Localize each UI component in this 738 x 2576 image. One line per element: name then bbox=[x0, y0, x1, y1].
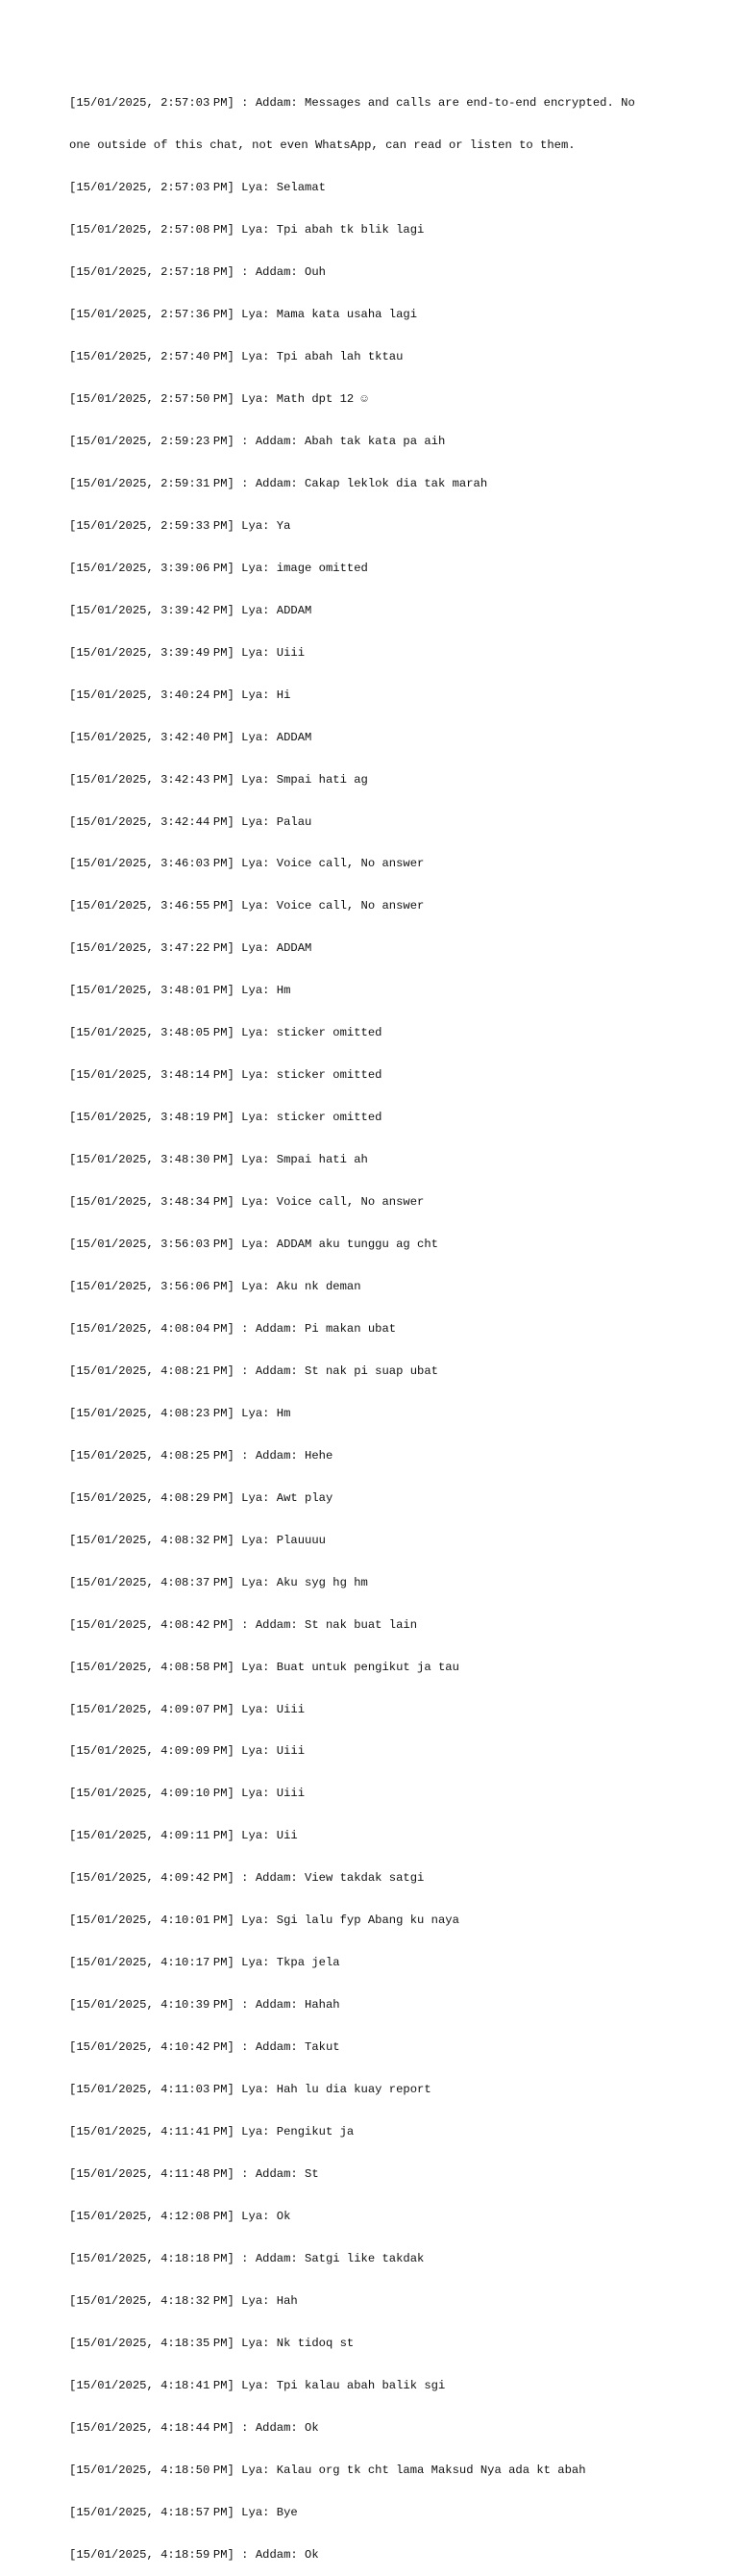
chat-line: [15/01/2025, 2:59:31 PM] : Addam: Cakap leklok dia tak marah bbox=[69, 476, 488, 490]
chat-line: [15/01/2025, 3:42:40 PM] Lya: ADDAM bbox=[69, 730, 312, 744]
chat-line: [15/01/2025, 2:57:50 PM] Lya: Math dpt 12 ☺ bbox=[69, 391, 368, 406]
chat-line: [15/01/2025, 3:39:06 PM] Lya: image omitted bbox=[69, 561, 368, 575]
chat-line: [15/01/2025, 4:18:50 PM] Lya: Kalau org tk cht lama Maksud Nya ada kt abah bbox=[69, 2463, 586, 2477]
chat-line: [15/01/2025, 3:48:01 PM] Lya: Hm bbox=[69, 984, 291, 998]
chat-line: one outside of this chat, not even WhatsApp, can read or listen to them. bbox=[69, 138, 576, 153]
chat-line: [15/01/2025, 4:18:44 PM] : Addam: Ok bbox=[69, 2420, 319, 2435]
chat-line: [15/01/2025, 4:08:21 PM] : Addam: St nak pi suap ubat bbox=[69, 1363, 438, 1378]
chat-line: [15/01/2025, 2:57:36 PM] Lya: Mama kata usaha lagi bbox=[69, 308, 418, 322]
chat-line: [15/01/2025, 4:18:32 PM] Lya: Hah bbox=[69, 2293, 298, 2308]
chat-line: [15/01/2025, 3:47:22 PM] Lya: ADDAM bbox=[69, 941, 312, 956]
chat-line: [15/01/2025, 4:12:08 PM] Lya: Ok bbox=[69, 2209, 291, 2223]
chat-line: [15/01/2025, 4:18:59 PM] : Addam: Ok bbox=[69, 2547, 319, 2562]
chat-line: [15/01/2025, 2:59:33 PM] Lya: Ya bbox=[69, 518, 291, 533]
chat-line: [15/01/2025, 3:48:34 PM] Lya: Voice call, No answer bbox=[69, 1195, 425, 1210]
chat-line: [15/01/2025, 4:10:17 PM] Lya: Tkpa jela bbox=[69, 1956, 340, 1970]
chat-line: [15/01/2025, 4:08:04 PM] : Addam: Pi makan ubat bbox=[69, 1321, 397, 1336]
chat-line: [15/01/2025, 4:09:42 PM] : Addam: View takdak satgi bbox=[69, 1871, 425, 1886]
chat-line: [15/01/2025, 4:09:11 PM] Lya: Uii bbox=[69, 1829, 298, 1843]
chat-line: [15/01/2025, 3:46:55 PM] Lya: Voice call, No answer bbox=[69, 899, 425, 913]
chat-line: [15/01/2025, 3:42:43 PM] Lya: Smpai hati ag bbox=[69, 772, 368, 787]
chat-line: [15/01/2025, 4:08:32 PM] Lya: Plauuuu bbox=[69, 1533, 326, 1547]
chat-line: [15/01/2025, 4:18:57 PM] Lya: Bye bbox=[69, 2505, 298, 2519]
chat-line: [15/01/2025, 2:57:18 PM] : Addam: Ouh bbox=[69, 265, 326, 280]
chat-line: [15/01/2025, 3:48:14 PM] Lya: sticker omitted bbox=[69, 1068, 382, 1083]
chat-line: [15/01/2025, 4:09:10 PM] Lya: Uiii bbox=[69, 1787, 306, 1801]
chat-line: [15/01/2025, 3:39:49 PM] Lya: Uiii bbox=[69, 645, 306, 660]
chat-line: [15/01/2025, 4:11:03 PM] Lya: Hah lu dia kuay report bbox=[69, 2083, 431, 2097]
chat-line: [15/01/2025, 4:08:29 PM] Lya: Awt play bbox=[69, 1490, 333, 1505]
chat-line: [15/01/2025, 4:10:42 PM] : Addam: Takut bbox=[69, 2040, 340, 2055]
chat-line: [15/01/2025, 4:11:41 PM] Lya: Pengikut ja bbox=[69, 2125, 355, 2139]
chat-line: [15/01/2025, 3:48:19 PM] Lya: sticker omitted bbox=[69, 1111, 382, 1125]
chat-line: [15/01/2025, 4:08:37 PM] Lya: Aku syg hg hm bbox=[69, 1575, 368, 1589]
chat-line: [15/01/2025, 3:56:06 PM] Lya: Aku nk deman bbox=[69, 1280, 361, 1293]
chat-line: [15/01/2025, 3:48:30 PM] Lya: Smpai hati ah bbox=[69, 1153, 368, 1167]
chat-line: [15/01/2025, 4:09:07 PM] Lya: Uiii bbox=[69, 1702, 306, 1716]
chat-line: [15/01/2025, 4:11:48 PM] : Addam: St bbox=[69, 2167, 319, 2182]
chat-line: [15/01/2025, 2:57:03 PM] : Addam: Messages and calls are end-to-end encrypted. No bbox=[69, 96, 635, 111]
chat-line: [15/01/2025, 2:57:40 PM] Lya: Tpi abah lah tktau bbox=[69, 350, 404, 364]
chat-line: [15/01/2025, 3:39:42 PM] Lya: ADDAM bbox=[69, 603, 312, 617]
chat-line: [15/01/2025, 4:08:42 PM] : Addam: St nak buat lain bbox=[69, 1617, 418, 1632]
chat-line: [15/01/2025, 4:08:58 PM] Lya: Buat untuk pengikut ja tau bbox=[69, 1660, 459, 1674]
chat-line: [15/01/2025, 2:57:08 PM] Lya: Tpi abah tk blik lagi bbox=[69, 223, 425, 238]
chat-line: [15/01/2025, 3:40:24 PM] Lya: Hi bbox=[69, 688, 291, 702]
chat-line: [15/01/2025, 3:42:44 PM] Lya: Palau bbox=[69, 814, 312, 829]
chat-line: [15/01/2025, 4:08:25 PM] : Addam: Hehe bbox=[69, 1448, 333, 1463]
chat-line: [15/01/2025, 4:10:39 PM] : Addam: Hahah bbox=[69, 1998, 340, 2013]
chat-line: [15/01/2025, 4:10:01 PM] Lya: Sgi lalu fyp Abang ku naya bbox=[69, 1913, 459, 1928]
chat-line: [15/01/2025, 4:08:23 PM] Lya: Hm bbox=[69, 1406, 291, 1420]
chat-line: [15/01/2025, 3:48:05 PM] Lya: sticker omitted bbox=[69, 1026, 382, 1040]
chat-line: [15/01/2025, 4:18:41 PM] Lya: Tpi kalau abah balik sgi bbox=[69, 2378, 446, 2392]
chat-line: [15/01/2025, 3:56:03 PM] Lya: ADDAM aku tunggu ag cht bbox=[69, 1238, 438, 1252]
chat-line: [15/01/2025, 2:59:23 PM] : Addam: Abah tak kata pa aih bbox=[69, 434, 446, 448]
chat-line: [15/01/2025, 3:46:03 PM] Lya: Voice call, No answer bbox=[69, 857, 425, 871]
chat-line: [15/01/2025, 4:09:09 PM] Lya: Uiii bbox=[69, 1744, 306, 1759]
chat-line: [15/01/2025, 4:18:35 PM] Lya: Nk tidoq st bbox=[69, 2336, 355, 2350]
chat-export-text bbox=[69, 68, 684, 2576]
chat-line: [15/01/2025, 2:57:03 PM] Lya: Selamat bbox=[69, 181, 326, 195]
chat-line: [15/01/2025, 4:18:18 PM] : Addam: Satgi like takdak bbox=[69, 2251, 425, 2265]
